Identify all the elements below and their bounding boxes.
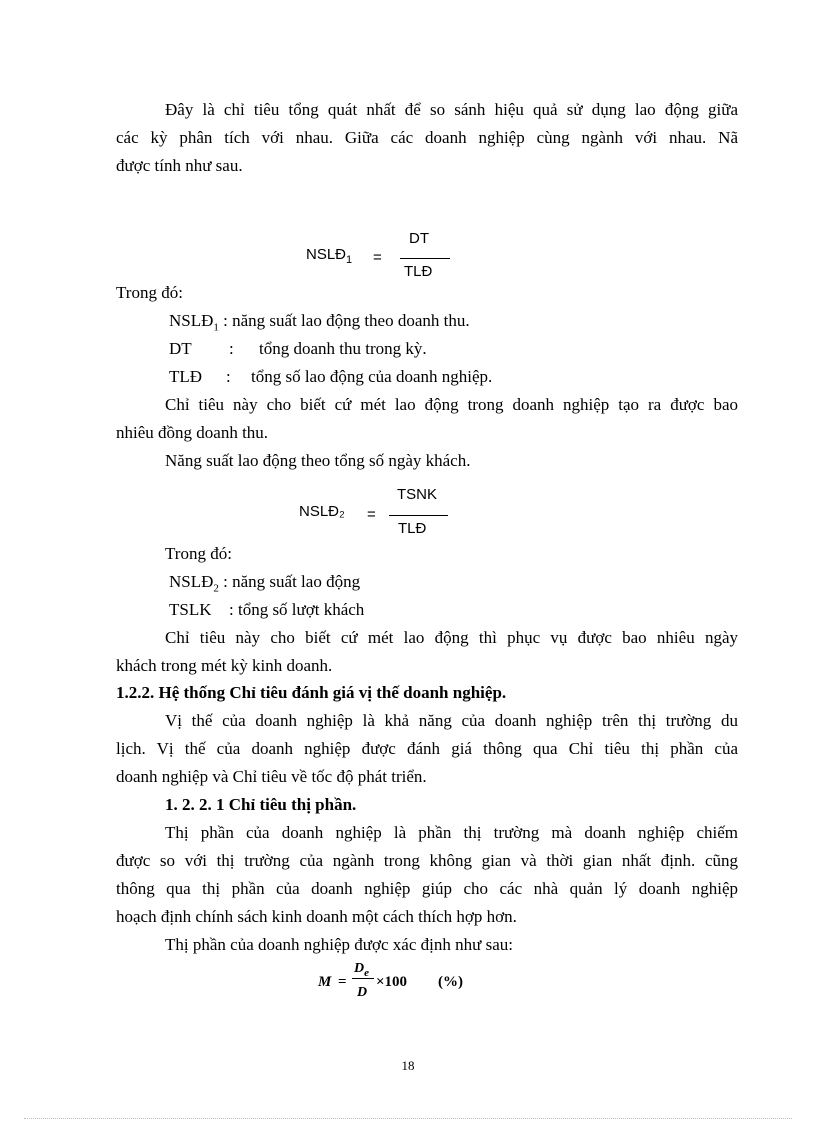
definition-term: NSLĐ	[169, 572, 214, 591]
definition-line	[169, 572, 361, 595]
definition-separator: :	[226, 367, 231, 386]
paragraph-line: được so với thị trường của ngành trong không gian và thời gian nhất định. cũng	[116, 851, 738, 870]
formula-lhs: M	[318, 974, 332, 990]
definition-separator: :	[229, 339, 234, 358]
page-bottom-divider	[24, 1118, 792, 1119]
formula-numerator: DT	[409, 230, 429, 247]
section-heading: 1.2.2. Hệ thống Chỉ tiêu đánh giá vị thế doanh nghiệp.	[116, 683, 507, 702]
paragraph-line: Thị phần của doanh nghiệp được xác định như sau:	[165, 935, 513, 954]
definition-term: TLĐ	[169, 367, 203, 386]
definition-term: NSLĐ	[169, 311, 214, 330]
fraction-bar	[400, 258, 450, 259]
where-heading: Trong đó:	[165, 544, 232, 563]
formula-equals: =	[367, 506, 376, 523]
definition-line	[169, 367, 492, 387]
definition-term-subscript: 1	[213, 321, 219, 334]
formula-numerator: TSNK	[397, 486, 438, 503]
where-heading: Trong đó:	[116, 283, 183, 302]
formula-lhs-subscript: 1	[346, 254, 353, 266]
paragraph-line: Chỉ tiêu này cho biết cứ mét lao động thì phục vụ được bao nhiêu ngày	[165, 628, 738, 647]
formula-numerator	[354, 959, 369, 979]
paragraph-line: thông qua thị phần của doanh nghiệp giúp cho các nhà quản lý doanh nghiệp	[116, 879, 738, 898]
formula-denominator: D	[357, 985, 368, 1000]
formula-multiplier: ×100	[376, 974, 408, 990]
paragraph-line: lịch. Vị thế của doanh nghiệp được đánh giá thông qua Chỉ tiêu thị phần của	[116, 739, 738, 758]
definition-line	[169, 311, 470, 334]
definition-text: tổng số lao động của doanh nghiệp.	[251, 367, 493, 386]
formula-lhs-text: NSLĐ	[306, 246, 347, 263]
formula-lhs: NSLĐ₂	[299, 503, 345, 520]
formula-numerator-subscript: e	[364, 966, 370, 979]
definition-term: TSLK	[169, 600, 212, 619]
paragraph-line: các kỳ phân tích với nhau. Giữa các doanh nghiệp cùng ngành với nhau. Nã	[116, 128, 738, 147]
formula-lhs	[306, 245, 352, 265]
definition-term-subscript: 2	[213, 582, 219, 595]
paragraph-line: hoạch định chính sách kinh doanh một cách thích hợp hơn.	[116, 907, 517, 926]
formula-equals: =	[373, 249, 382, 266]
page-number: 18	[401, 1058, 415, 1073]
formula-unit: (%)	[438, 974, 463, 990]
formula-equals: =	[338, 974, 347, 990]
definition-term: DT	[169, 339, 192, 358]
fraction-bar	[389, 515, 448, 516]
formula-numerator-text: D	[354, 961, 365, 976]
paragraph-line: Năng suất lao động theo tổng số ngày khách.	[165, 451, 471, 470]
paragraph-line: Vị thế của doanh nghiệp là khả năng của doanh nghiệp trên thị trường du	[165, 711, 738, 730]
formula-denominator: TLĐ	[404, 263, 433, 280]
definition-text: : năng suất lao động theo doanh thu.	[223, 311, 470, 330]
definition-text: : tổng số lượt khách	[229, 600, 365, 619]
paragraph-line: Đây là chỉ tiêu tổng quát nhất để so sánh hiệu quả sử dụng lao động giữa	[165, 100, 738, 119]
paragraph-line: doanh nghiệp và Chỉ tiêu về tốc độ phát triển.	[116, 767, 427, 786]
fraction-bar	[352, 978, 374, 979]
paragraph-line: Thị phần của doanh nghiệp là phần thị trường mà doanh nghiệp chiếm	[165, 823, 738, 842]
definition-line	[169, 339, 427, 359]
paragraph-line: khách trong mét kỳ kinh doanh.	[116, 656, 333, 675]
paragraph-line: Chỉ tiêu này cho biết cứ mét lao động trong doanh nghiệp tạo ra được bao	[165, 395, 738, 414]
paragraph-line: nhiêu đồng doanh thu.	[116, 423, 269, 442]
subsection-heading: 1. 2. 2. 1 Chỉ tiêu thị phần.	[165, 795, 357, 814]
definition-text: : năng suất lao động	[223, 572, 361, 591]
formula-denominator: TLĐ	[398, 520, 427, 537]
definition-line	[169, 600, 364, 620]
definition-text: tổng doanh thu trong kỳ.	[259, 339, 427, 358]
paragraph-line: được tính như sau.	[116, 156, 243, 175]
